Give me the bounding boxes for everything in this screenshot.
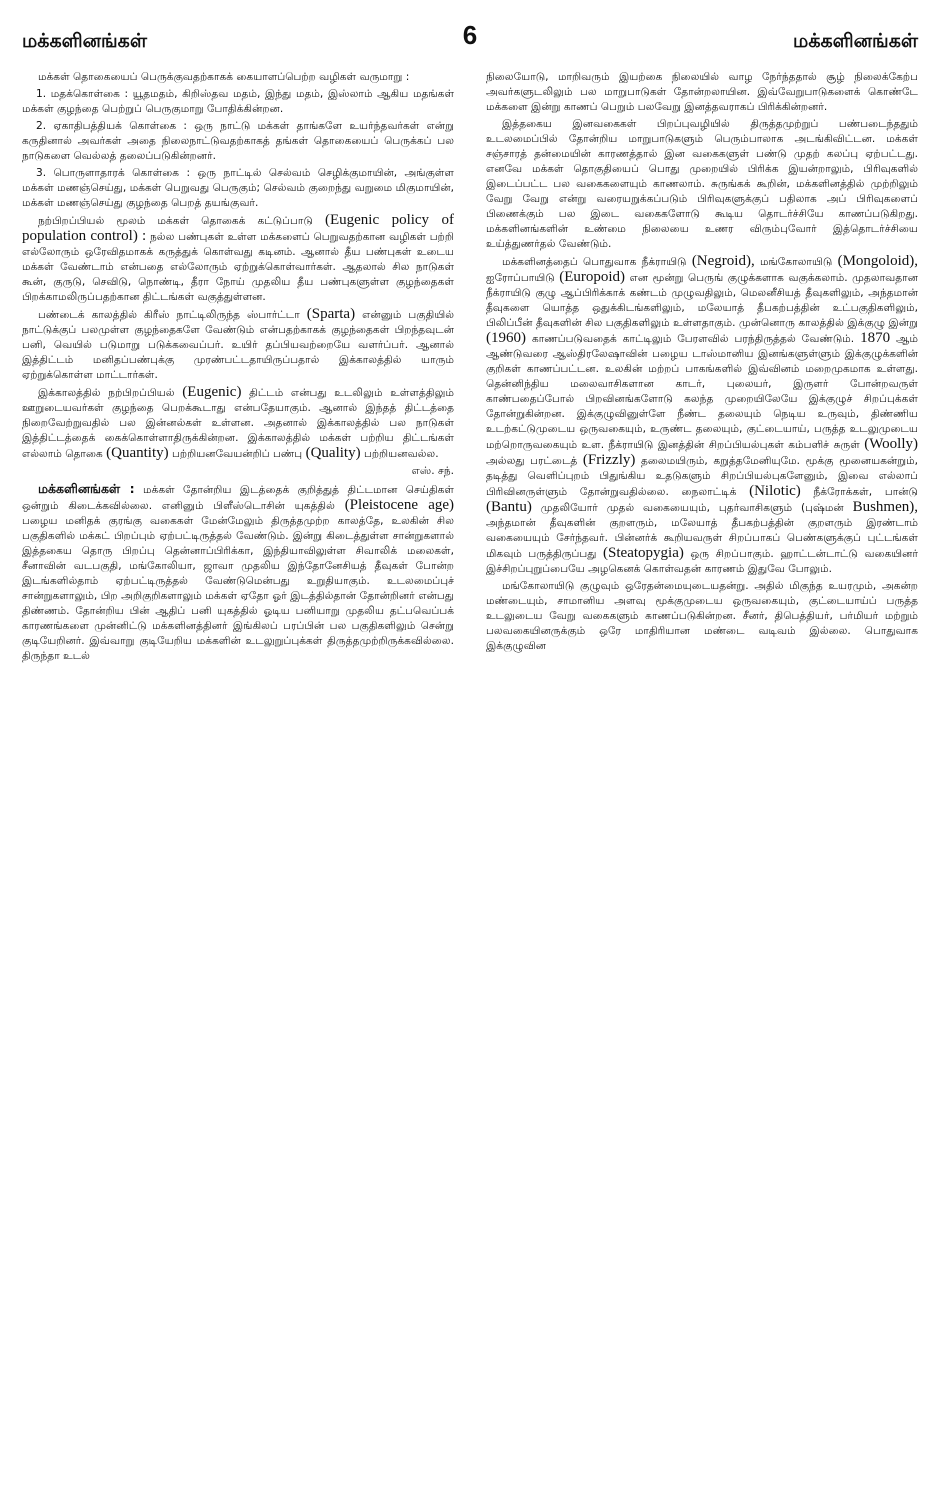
quality-english-term: (Quality) (305, 445, 361, 461)
three-groups-text-i: நீக்ரோக்கள், பான்டு (813, 486, 918, 498)
sparta-paragraph (22, 307, 454, 383)
three-groups-text-j: முதலியோர் முதல் வகையையும், புதர்வாசிகளும் (புஷ்மன் (540, 502, 844, 514)
year-1870: 1870 (860, 330, 891, 346)
year-1960: (1960) (486, 330, 526, 346)
eugenic-modern-text-b: திட்டம் என்பது உடலிலும் உள்ளத்திலும் ஊறுடையவர்கள் குழந்தை பெறக்கூடாது என்பதேயாகும். ஆனால் இந்தத் திட்டத்தை நிறைவேற்றுவதில் பல இன்னல்கள் உள்ளன. அதனால் இக்காலத்தில் பல நாடுகள் இத்திட்டத்தைக் கைக்கொள்ளாதிருக்கின்றன. இக்காலத்தில் மக்கள் பற்றிய திட்டங்கள் எல்லாம் தொகை (22, 387, 454, 460)
mongoloid-english-term: (Mongoloid), (837, 253, 918, 269)
eugenic-modern-text-d: பற்றியனவல்ல. (363, 448, 439, 460)
negroid-english-term: (Negroid), (691, 253, 755, 269)
bantu-english-term: (Bantu) (486, 499, 532, 515)
three-groups-text-c: ஐரோப்பாயிடு (486, 272, 555, 284)
woolly-english-term: (Woolly) (864, 436, 918, 452)
author-signature: எஸ். சந். (411, 465, 454, 477)
eugenic-policy-english-term: (Eugenic policy of population control) : (22, 212, 454, 244)
races-origin-paragraph (22, 481, 454, 664)
policy-religion-paragraph: 1. மதக்கொள்கை : யூதமதம், கிறிஸ்தவ மதம், இந்து மதம், இஸ்லாம் ஆகிய மதங்கள் மக்கள் குழந்தை பெற்றுப் பெருகுமாறு போதிக்கின்றன. (22, 88, 454, 115)
sparta-text-b: என்னும் பகுதியில் நாட்டுக்குப் பலமுள்ள குழந்தைகளே வேண்டும் என்பதற்காகக் குழந்தைகள் பிறந்தவுடன் பனி, வெயில் படுமாறு படுக்கவைப்பர். உயிர் தப்பியவற்றையே வளர்ப்பர். ஆனால் இத்திட்டம் மனிதப்பண்புக்கு முரண்பட்டதாயிருப்பதால் இக்காலத்தில் யாரும் ஏற்றுக்கொள்ள மாட்டார்கள். (22, 309, 454, 381)
mongoloid-paragraph: மங்கோலாயிடு குழுவும் ஒரேதன்மையுடையதன்று. அதில் மிகுந்த உயரமும், அகன்ற மண்டையும், சாமானிய அளவு மூக்குமுடைய ஒருவகையும், குட்டையாய்ப் பருத்த உடலுடைய வேறு வகைகளும் காணப்படுகின்றன. சீனர், திபெத்தியர், பர்மியர் மற்றும் பலவகையினருக்கும் ஒரே மாதிரியான மண்டை வடிவம் இல்லை. பொதுவாக இக்குழுவின (486, 580, 918, 652)
sparta-english-term: (Sparta) (306, 306, 356, 322)
races-origin-text-a: மக்கள் தோன்றிய இடத்தைக் குறித்துத் திட்டமான செய்திகள் ஒன்றும் கிடைக்கவில்லை. எனினும் பிளீஸ்டொசின் யுகத்தில் (22, 484, 454, 512)
variation-paragraph: நிலையோடு, மாறிவரும் இயற்கை நிலையில் வாழ நேர்ந்ததால் சூழ் நிலைக்கேற்ப அவர்களுடலிலும் பல மாறுபாடுகள் தோன்றலாயின. இவ்வேறுபாடுகளைக் கொண்டே மக்களை இன்று காணப் பெறும் பலவேறு இனத்தவராகப் பிரிக்கின்றனர். (486, 71, 918, 113)
section-heading: மக்களினங்கள் : (38, 481, 135, 496)
three-groups-text-b: மங்கோலாயிடு (760, 256, 833, 268)
pleistocene-english-term: (Pleistocene age) (344, 497, 454, 513)
frizzly-english-term: (Frizzly) (582, 452, 636, 468)
nilotic-english-term: (Nilotic) (749, 483, 801, 499)
policy-economic-paragraph: 3. பொருளாதாரக் கொள்கை : ஒரு நாட்டில் செல்வம் செழிக்குமாயின், அங்குள்ள மக்கள் மணஞ்செய்து, மக்கள் பெறுவது பெருகும்; செல்வம் குறைந்து வறுமை மிகுமாயின், மக்கள் மணஞ்செய்து குழந்தை பெறத் தயங்குவர். (22, 167, 454, 209)
eugenic-policy-text-b: நல்ல பண்புகள் உள்ள மக்களைப் பெறுவதற்கான வழிகள் பற்றி எல்லோரும் ஒரேவிதமாகக் கருத்துக் கொள்வது கடினம். ஆனால் தீய பண்புகள் உடைய மக்கள் வேண்டாம் என்பதை எல்லோரும் ஏற்றுக்கொள்வார்கள். ஆதலால் சில நாடுகள் கூன், குருடு, செவிடு, நொண்டி, தீரா நோய் முதலிய தீய பண்புகளுள்ள குழந்தைகள் பிறக்காமலிருப்பதற்கான திட்டங்கள் வகுத்துள்ளன. (22, 231, 454, 303)
quantity-english-term: (Quantity) (106, 445, 169, 461)
left-column (22, 70, 454, 1480)
page-number: 6 (462, 20, 478, 50)
intro-paragraph: மக்கள் தொகையைப் பெருக்குவதற்காகக் கையாளப்பெற்ற வழிகள் வருமாறு : (38, 71, 410, 83)
running-header-left: மக்களினங்கள் (22, 30, 147, 52)
eugenic-modern-text-a: இக்காலத்தில் நற்பிறப்பியல் (38, 387, 175, 399)
three-groups-text-k: அந்தமான் தீவுகளின் குறளரும், மலேயாத் தீபகற்பத்தின் குறளரும் இரண்டாம் வகையையும் சேர்ந்தவர். பின்னர்க் கூறியவருள் சிறப்பாகப் பெண்களுக்குப் புட்டங்கள் மிகவும் பருத்திருப்பது (486, 517, 918, 560)
intermixing-paragraph: இத்தகைய இனவகைகள் பிறப்புவழியில் திருத்தமுற்றுப் பண்படைந்ததும் உடலமைப்பில் தோன்றிய மாறுபாடுகளும் பெரும்பாலாக அடங்கிவிட்டன. மக்கள் சஞ்சாரத் தன்மையின் காரணத்தால் இன வகைகளுள் பண்டு முதற் கலப்பு ஏற்பட்டது. எனவே மக்கள் தொகுதியைப் பொது முறையில் பிரிக்க இயன்றாலும், பிரிவுகளில் இடைப்பட்ட பல வகைகளையும் காணலாம். சுருங்கக் கூறின், மக்களினத்தில் முற்றிலும் வேறு வேறு என்று வரையறுக்கப்படும் பிரிவுகளுக்குப் பதிலாக அப் பிரிவுகளைப் பிணைக்கும் பல இடை வகைகளோடு கூடிய தொடர்ச்சியே காணப்படுகிறது. மக்களினங்களின் உண்மை நிலையை உணர விரும்புவோர் இத்தொடர்ச்சியை உய்த்துணர்தல் வேண்டும். (486, 118, 918, 250)
sparta-text-a: பண்டைக் காலத்தில் கிரீஸ் நாட்டிலிருந்த ஸ்பார்ட்டா (38, 309, 300, 321)
right-column (486, 70, 918, 1480)
three-groups-text-d: என மூன்று பெருங் குழுக்களாக வகுக்கலாம். முதலாவதான நீக்ராயிடு குழு ஆப்பிரிக்காக் கண்டம் முழுவதிலும், மெலனீசியத் தீவுகளிலும், அந்தமான் தீவுகளை யொத்த ஒதுக்கிடங்களிலும், மலேயாத் தீபகற்பத்தின் உட்பகுதிகளிலும், பிலிப்பீன் தீவுகளின் சில பகுதிகளிலும் உள்ளதாகும். முன்னொரு காலத்தில் இக்குழு இன்று (486, 272, 918, 329)
eugenic-policy-text-a: நற்பிறப்பியல் மூலம் மக்கள் தொகைக் கட்டுப்பாடு (38, 215, 313, 227)
running-header-right: மக்களினங்கள் (793, 30, 918, 52)
three-groups-text-e: காணப்படுவதைக் காட்டிலும் பேரளவில் பரந்திருத்தல் வேண்டும். (531, 333, 855, 345)
bushmen-english-term: Bushmen), (852, 499, 918, 515)
three-groups-text-h: தலைமயிரும், கறுத்தமேனியுமே. மூக்கு மூனையகன்றும், தடித்து வெளிப்புறம் பிதுங்கிய உதடுகளும் சிறப்பியல்புகளேனும், இவை எல்லாப் பிரிவினருள்ளும் தோன்றுவதில்லை. நைலாட்டிக் (486, 455, 918, 498)
europoid-english-term: (Europoid) (559, 269, 626, 285)
eugenic-policy-paragraph (22, 213, 454, 305)
policy-imperial-paragraph: 2. ஏகாதிபத்தியக் கொள்கை : ஒரு நாட்டு மக்கள் தாங்களே உயர்ந்தவர்கள் என்று கருதினால் அவர்கள் அதை நிலைநாட்டுவதற்காகத் தங்கள் தொகையைப் பெருக்கப் பல நாடுகளை வெல்லத் தலைப்படுகின்றனர். (22, 120, 454, 162)
three-groups-paragraph (486, 254, 918, 577)
three-groups-text-g: அல்லது பரட்டைத் (486, 455, 578, 467)
eugenic-modern-text-c: பற்றியனவேயன்றிப் பண்பு (172, 448, 303, 460)
three-groups-text-l: ஒரு சிறப்பாகும். ஹாட்டன்டாட்டு வகையினர் இச்சிறப்புறுப்பையே அழகெனக் கொள்வதன் காரணம் இதுவே போலும். (486, 548, 918, 575)
eugenic-modern-paragraph (22, 385, 454, 462)
eugenic-english-term: (Eugenic) (182, 384, 242, 400)
steatopygia-english-term: (Steatopygia) (603, 545, 684, 561)
three-groups-text-a: மக்களினத்தைப் பொதுவாக நீக்ராயிடு (502, 256, 687, 268)
races-origin-text-b: பழைய மனிதக் குரங்கு வகைகள் மேன்மேலும் திருத்தமுற்ற காலத்தே, உலகின் சில பகுதிகளில் மக்கட் பிறப்பும் ஏற்பட்டிருத்தல் வேண்டும். இன்று கிடைத்துள்ள சான்றுகளால் இத்தகைய தொரு பிறப்பு தென்னாப்பிரிக்கா, இந்தியாவிலுள்ள சிவாலிக் மலைகள், சீனாவின் வடபகுதி, மங்கோலியா, ஜாவா முதலிய இந்தோனேசியத் தீவுகள் போன்ற இடங்களில்தாம் ஏற்பட்டிருத்தல் வேண்டுமென்பது உறுதியாகும். உடலமைப்புச் சான்றுகளாலும், பிற அறிகுறிகளாலும் மக்கள் ஏதோ ஓர் இடத்தில்தான் தோன்றினர் என்பது திண்ணம். தோன்றிய பின் ஆதிப் பனி யுகத்தில் ஓடிய பனியாறு முதலிய தட்பவெப்பக் காரணங்களை முன்னிட்டு மக்களினத்தினர் இங்கிலப் பரப்பின் பல பகுதிகளிலும் சென்று குடியேறினர். இவ்வாறு குடியேறிய மக்களின் உடலுறுப்புக்கள் திருத்தமுற்றிருக்கவில்லை. திருந்தா உடல் (22, 515, 454, 662)
three-groups-text-f: ஆம் ஆண்டுவரை ஆஸ்திரலேஷாவின் பழைய டாஸ்மானிய இனங்களுள்ளும் இக்குழுக்களின் குறிகள் காணப்பட்டன. உலகின் மற்றப் பாகங்களில் இவ்வினம் மறைமுகமாக உள்ளது. தென்னிந்திய மலைவாசிகளான காடர், புலையர், இருளர் போன்றவருள் காண்பதைப்போல் பிறவினங்களோடு கலந்த முறையிலேயே இக்குழுச் சிறப்புக்கள் தோன்றுகின்றன. இக்குழுவினுள்ளே நீண்ட தலையும் நெடிய உருவும், திண்ணிய உடற்கட்டுமுடைய ஒருவகையும், உருண்ட தலையும், குட்டையாய், பருத்த உடலுமுடைய மற்றொருவகையும் உள. நீக்ராயிடு இனத்தின் சிறப்பியல்புகள் கம்பளிச் சுருள் (486, 333, 918, 451)
